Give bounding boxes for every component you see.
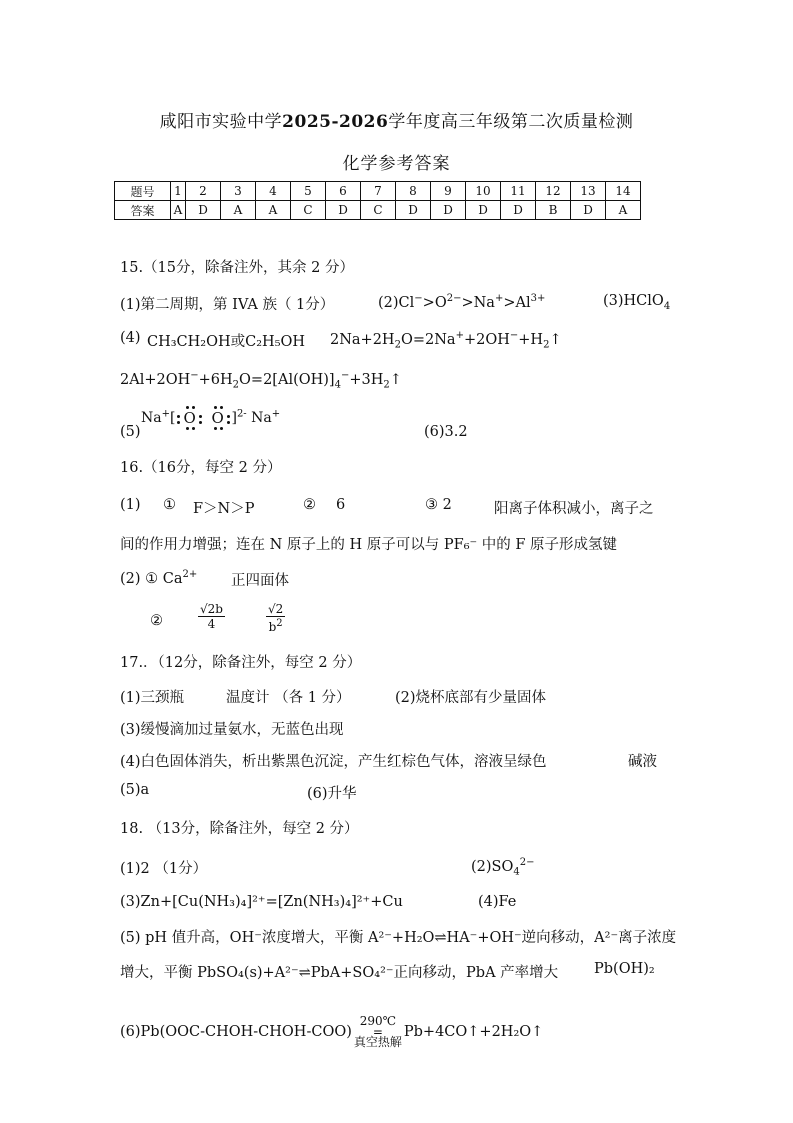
table-cell: A [171,201,186,220]
table-cell: D [431,201,466,220]
q16-geometry-answer: 正四面体 [231,573,289,589]
q18-heading: 18. （13分，除备注外，每空 2 分） [120,821,359,837]
q15-answer-3: (3)HClO$_4$ [603,293,671,312]
table-cell: 3 [221,182,256,201]
sodium-peroxide-lewis-structure: Na+[ O O ]$^{2-}$ Na+ [141,406,280,430]
table-cell: 8 [396,182,431,201]
q16-formula-fraction-1: $\frac{√2b}{4}$ [200,602,223,631]
q15-answer-1: (1)第二周期，第 IVA 族（ 1分） [120,297,335,313]
row-label: 题号 [115,182,171,201]
table-cell: D [466,201,501,220]
q15-answer-2: $(2)Cl^->O^{2-}>Na^+>Al^{3+}$ [378,293,546,311]
table-cell: 7 [361,182,396,201]
q17-answer-4b: 碱液 [628,754,657,770]
table-cell: 12 [536,182,571,201]
reaction-condition-method: 真空热解 [353,1035,402,1049]
q16-circle-2: ② [303,497,316,513]
q18-answer-5-line1: (5) pH 值升高，OH⁻浓度增大，平衡 A²⁻+H₂O⇌HA⁻+OH⁻逆向移动，A²⁻离子浓度 [120,930,677,946]
q16-circle-2b: ② [150,613,163,629]
table-cell: D [571,201,606,220]
q17-answer-1a: (1)三颈瓶 [120,690,185,706]
q18-answer-3: (3)Zn+[Cu(NH₃)₄]²⁺=[Zn(NH₃)₄]²⁺+Cu [120,894,403,910]
q18-answer-2: $(2)SO_4^{2-}$ [471,857,535,878]
q17-answer-4: (4)白色固体消失，析出紫黑色沉淀，产生红棕色气体，溶液呈绿色 [120,754,547,770]
q18-answer-1: (1)2 （1分） [120,861,208,877]
q16-part2-answer: (2) ① $Ca^{2+}$ [120,569,198,587]
page-subtitle: 化学参考答案 [342,154,451,174]
table-cell: 11 [501,182,536,201]
table-cell: A [606,201,641,220]
q15-equation-al: $2Al+2OH^-+6H_2O=2[Al(OH)]_4^-+3H_2↑$ [120,370,402,391]
q17-heading: 17.．（12分，除备注外，每空 2 分） [120,655,362,671]
table-cell: B [536,201,571,220]
q15-answer-4-ethanol: CH₃CH₂OH或C₂H₅OH [147,334,306,350]
table-cell: 1 [171,182,186,201]
table-cell: D [186,201,221,220]
q15-heading: 15.（15分，除备注外，其余 2 分） [120,260,354,276]
table-cell: A [221,201,256,220]
row-label: 答案 [115,201,171,220]
page-title: 咸阳市实验中学2025-2026学年度高三年级第二次质量检测 [159,112,634,132]
table-cell: 10 [466,182,501,201]
q16-heading: 16.（16分，每空 2 分） [120,460,282,476]
q18-answer-4: (4)Fe [478,894,517,910]
table-cell: 6 [326,182,361,201]
table-cell: 5 [291,182,326,201]
table-cell: D [501,201,536,220]
table-row-numbers [115,182,641,201]
q15-answer-5-prefix: (5) [120,424,141,440]
reaction-condition-temperature: 290℃ [359,1014,397,1028]
q17-answer-5: (5)a [120,782,150,798]
q18-answer-5-precipitate: Pb(OH)₂ [594,961,655,977]
table-cell: D [326,201,361,220]
q16-formula-fraction-2: $\frac{√2}{b^2}$ [268,602,284,634]
table-cell: 4 [256,182,291,201]
table-cell: 13 [571,182,606,201]
q18-answer-6: (6)Pb(OOC-CHOH-CHOH-COO) 290℃ = 真空热解 Pb+4CO↑+2H₂O↑ [120,1014,544,1049]
table-cell: C [361,201,396,220]
q16-answer-electronegativity: F＞N＞P [193,501,255,517]
q16-circle-3: ③ 2 [425,497,452,513]
table-cell: 9 [431,182,466,201]
table-cell: D [396,201,431,220]
q16-explanation-line2: 间的作用力增强；连在 N 原子上的 H 原子可以与 PF₆⁻ 中的 F 原子形成氢键 [120,537,618,553]
q17-answer-1b: 温度计 （各 1 分） [226,690,351,706]
q15-answer-4-prefix: (4) [120,330,141,346]
q17-answer-6: (6)升华 [307,786,357,802]
q15-answer-6: (6)3.2 [424,424,468,440]
q15-equation-na: $2Na+2H_2O=2Na^++2OH^-+H_2↑$ [330,330,562,351]
table-cell: A [256,201,291,220]
q16-explanation-line1: 阳离子体积减小，离子之 [494,501,654,517]
table-cell: 2 [186,182,221,201]
q16-circle-1: ① [163,497,176,513]
q16-part1-label: (1) [120,497,141,513]
table-cell: 14 [606,182,641,201]
q16-answer-number: 6 [336,497,346,513]
answer-table [114,181,641,220]
q18-answer-5-line2: 增大，平衡 PbSO₄(s)+A²⁻⇌PbA+SO₄²⁻正向移动，PbA 产率增大 [120,965,559,981]
table-cell: C [291,201,326,220]
table-row-answers [115,201,641,220]
q17-answer-3: (3)缓慢滴加过量氨水，无蓝色出现 [120,722,344,738]
q17-answer-2: (2)烧杯底部有少量固体 [395,690,547,706]
